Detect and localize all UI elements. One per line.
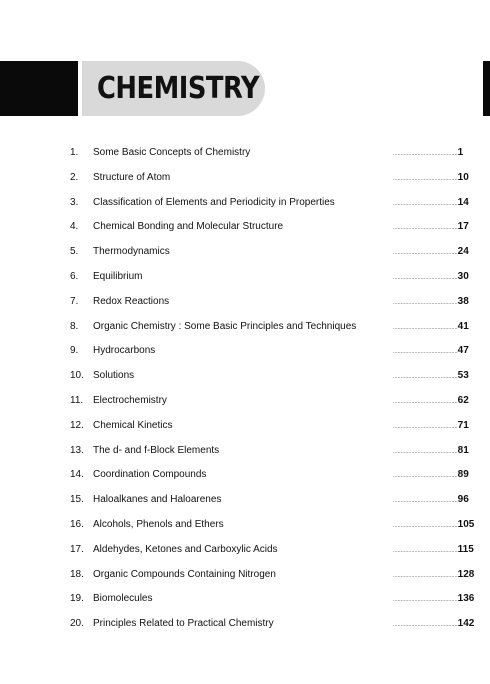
toc-page: 142 [457,618,475,630]
toc-number: 19. [70,593,84,605]
toc-row[interactable] [0,514,490,539]
toc-title: Solutions [93,370,135,382]
toc-leader: ..........................................81 [393,444,469,456]
header-black-block [0,61,78,116]
toc-title: Classification of Elements and Periodicity in Properties [93,196,335,208]
toc-row[interactable] [0,167,490,192]
toc-title: Alcohols, Phenols and Ethers [93,518,224,530]
toc-leader: ..........................................62 [393,394,469,406]
toc-number: 20. [70,618,84,630]
toc-page: 105 [457,518,475,530]
toc-number: 16. [70,518,84,530]
toc-title: Hydrocarbons [93,345,156,357]
toc-number: 7. [70,295,79,307]
toc-page: 53 [457,370,469,382]
toc-leader: ..........................................24 [393,246,469,258]
toc-number: 6. [70,270,79,282]
toc-leader: ..........................................47 [393,345,469,357]
toc-title: Biomolecules [93,593,153,605]
toc-title: The d- and f-Block Elements [93,444,220,456]
toc-page: 41 [457,320,469,332]
toc-row[interactable] [0,489,490,514]
toc-row[interactable] [0,192,490,217]
toc-leader: ..........................................128 [393,568,475,580]
toc-title: Principles Related to Practical Chemistry [93,618,274,630]
toc-row[interactable] [0,241,490,266]
toc-leader: ..........................................71 [393,419,469,431]
toc-row[interactable] [0,539,490,564]
toc-number: 10. [70,370,84,382]
header-edge-marker [483,61,490,116]
toc-page: 17 [457,221,469,233]
toc-leader: ..........................................142 [393,618,475,630]
toc-page: 10 [457,171,469,183]
toc-page: 128 [457,568,475,580]
toc-leader: ..........................................17 [393,221,469,233]
toc-leader: ..........................................105 [393,518,475,530]
toc-page: 1 [457,147,464,158]
toc-page: 136 [457,593,475,605]
toc-page: 24 [457,246,469,258]
toc-page: 81 [457,444,469,456]
toc-page: 38 [457,295,469,307]
toc-number: 2. [70,171,79,183]
toc-row[interactable] [0,390,490,415]
toc-row[interactable] [0,266,490,291]
toc-leader: ..........................................38 [393,295,469,307]
toc-leader: ..........................................115 [393,543,474,555]
toc-page: 14 [457,196,469,208]
toc-number: 17. [70,543,84,555]
toc-row[interactable] [0,365,490,390]
toc-number: 15. [70,494,84,506]
table-of-contents [0,142,490,638]
toc-title: Some Basic Concepts of Chemistry [93,147,251,158]
toc-leader: ..........................................30 [393,270,469,282]
toc-number: 11. [70,394,84,406]
toc-leader: ..........................................96 [393,494,469,506]
toc-title: Equilibrium [93,270,143,282]
toc-page: 96 [457,494,469,506]
toc-row[interactable] [0,564,490,589]
toc-row[interactable] [0,142,490,167]
toc-number: 13. [70,444,84,456]
toc-row[interactable] [0,440,490,465]
toc-page: 89 [457,469,469,481]
toc-page: 30 [457,270,469,282]
toc-leader: ..........................................14 [393,196,469,208]
toc-number: 1. [70,147,79,158]
toc-leader: ..........................................53 [393,370,469,382]
toc-leader: ..........................................41 [393,320,469,332]
toc-number: 3. [70,196,79,208]
toc-leader: ..........................................1 [393,147,464,158]
toc-number: 4. [70,221,79,233]
toc-title: Aldehydes, Ketones and Carboxylic Acids [93,543,278,555]
toc-row[interactable] [0,340,490,365]
toc-row[interactable] [0,291,490,316]
toc-row[interactable] [0,613,490,638]
toc-page: 115 [457,543,474,555]
toc-page: 47 [457,345,469,357]
toc-number: 5. [70,246,79,258]
toc-row[interactable] [0,415,490,440]
toc-row[interactable] [0,316,490,341]
toc-title: Organic Compounds Containing Nitrogen [93,568,276,580]
toc-title: Chemical Bonding and Molecular Structure [93,221,284,233]
toc-title: Chemical Kinetics [93,419,173,431]
toc-number: 12. [70,419,84,431]
toc-title: Haloalkanes and Haloarenes [93,494,222,506]
toc-title: Structure of Atom [93,171,171,183]
toc-number: 9. [70,345,79,357]
toc-title: Organic Chemistry : Some Basic Principles and Techniques [93,320,357,332]
toc-row[interactable] [0,588,490,613]
toc-leader: ..........................................10 [393,171,469,183]
toc-number: 14. [70,469,84,481]
toc-title: Redox Reactions [93,295,170,307]
toc-leader: ..........................................89 [393,469,469,481]
toc-leader: ..........................................136 [393,593,475,605]
page-title: CHEMISTRY [97,71,260,106]
toc-number: 8. [70,320,79,332]
toc-title: Coordination Compounds [93,469,207,481]
toc-page: 71 [457,419,469,431]
toc-row[interactable] [0,464,490,489]
toc-page: 62 [457,394,469,406]
toc-number: 18. [70,568,84,580]
toc-title: Thermodynamics [93,246,170,258]
toc-row[interactable] [0,216,490,241]
toc-title: Electrochemistry [93,394,167,406]
